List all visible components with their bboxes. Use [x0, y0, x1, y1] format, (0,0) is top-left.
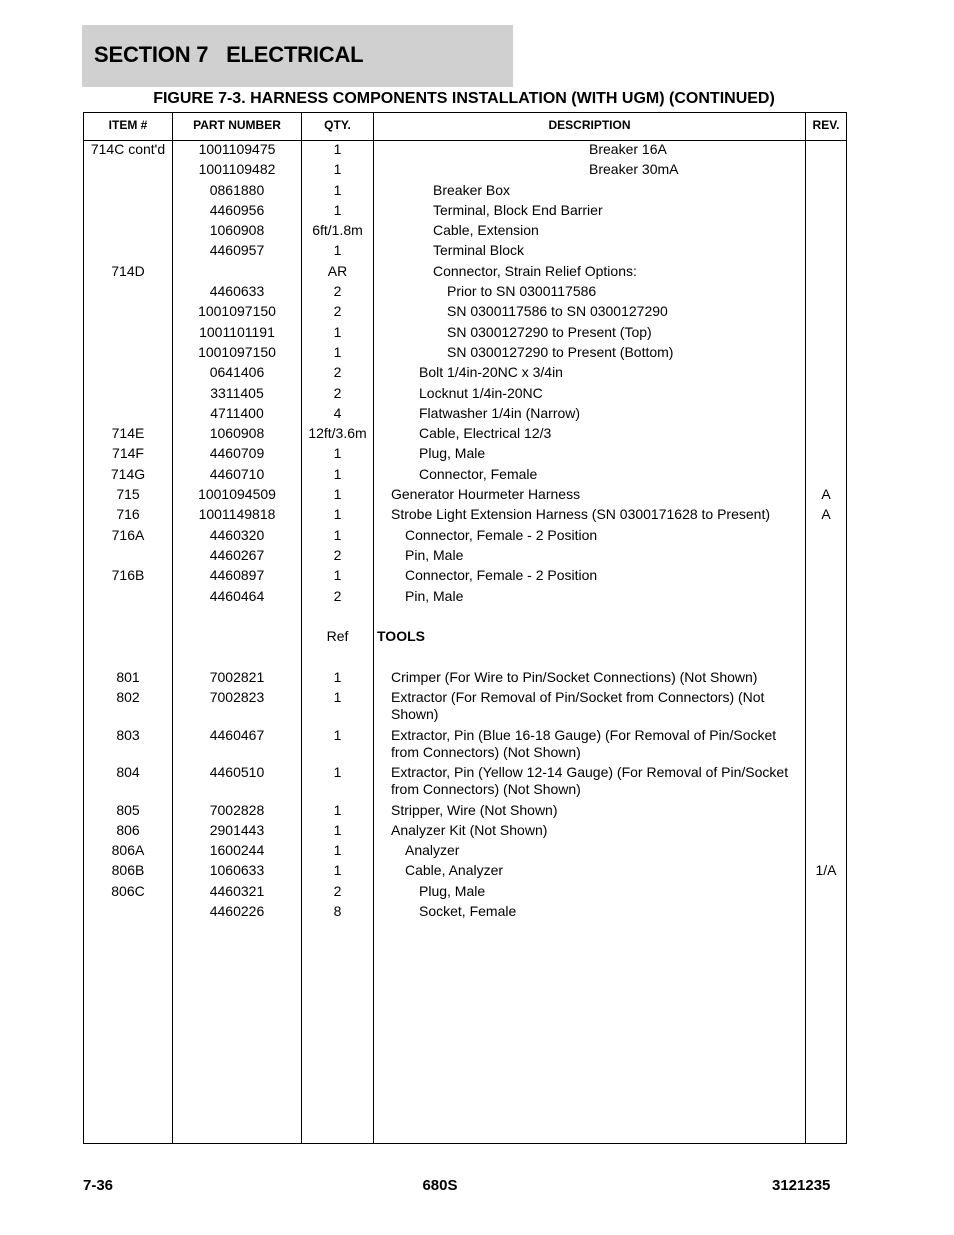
- row-part-number: 4460467: [209, 726, 265, 743]
- row-part-number: 4460320: [209, 526, 265, 543]
- row-description: Analyzer: [405, 842, 460, 859]
- row-description: Connector, Strain Relief Options:: [433, 262, 637, 279]
- row-description: Plug, Male: [419, 445, 486, 462]
- row-quantity: 1: [333, 801, 342, 818]
- row-description: Generator Hourmeter Harness: [391, 486, 581, 503]
- row-part-number: 4460710: [209, 465, 265, 482]
- row-description: Analyzer Kit (Not Shown): [391, 821, 548, 838]
- row-description: Extractor, Pin (Yellow 12-14 Gauge) (For Removal of Pin/Socket from Connectors) (Not Shown): [391, 764, 789, 798]
- column-header-item: ITEM #: [108, 118, 148, 132]
- row-item-number: 805: [116, 801, 140, 818]
- row-part-number: 1060908: [209, 222, 265, 239]
- table-row: [84, 648, 846, 668]
- row-item-number: 714F: [112, 445, 144, 462]
- row-item-number: 802: [116, 689, 140, 706]
- column-header-rev: REV.: [812, 118, 840, 132]
- row-description: Cable, Electrical 12/3: [419, 425, 552, 442]
- table-row: [84, 527, 846, 547]
- table-row: [84, 588, 846, 608]
- row-part-number: 1001097150: [198, 303, 276, 320]
- row-description: SN 0300117586 to SN 0300127290: [447, 303, 668, 320]
- row-part-number: 1001109482: [198, 161, 276, 178]
- row-quantity: 2: [333, 546, 342, 563]
- row-description: Breaker 30mA: [589, 161, 679, 178]
- row-part-number: 4460633: [209, 283, 265, 300]
- row-quantity: 1: [333, 486, 342, 503]
- row-quantity: 6ft/1.8m: [312, 222, 363, 239]
- table-row: [84, 344, 846, 364]
- row-part-number: 1001097150: [198, 343, 276, 360]
- row-description: Connector, Female - 2 Position: [405, 526, 598, 543]
- row-description: Stripper, Wire (Not Shown): [391, 801, 558, 818]
- document-number: 3121235: [772, 1177, 831, 1194]
- row-quantity: 1: [333, 181, 342, 198]
- table-row: [84, 466, 846, 486]
- row-item-number: 806: [116, 821, 140, 838]
- row-quantity: 1: [333, 842, 342, 859]
- row-quantity: 1: [333, 141, 342, 157]
- row-revision: A: [821, 486, 831, 503]
- row-quantity: 1: [333, 445, 342, 462]
- row-description: Connector, Female: [419, 465, 538, 482]
- row-description: TOOLS: [377, 628, 425, 645]
- row-revision: 1/A: [815, 862, 837, 879]
- row-item-number: 716A: [111, 526, 145, 543]
- row-part-number: 1600244: [209, 842, 265, 859]
- table-row: [84, 842, 846, 862]
- row-part-number: 1060633: [209, 862, 265, 879]
- row-part-number: 1001101191: [199, 323, 275, 340]
- row-description: SN 0300127290 to Present (Top): [447, 323, 652, 340]
- table-row: [84, 689, 846, 727]
- row-item-number: 716: [116, 506, 140, 523]
- row-item-number: 803: [116, 726, 140, 743]
- table-row: [84, 425, 846, 445]
- row-description: Crimper (For Wire to Pin/Socket Connections) (Not Shown): [391, 668, 758, 685]
- row-item-number: 801: [116, 668, 140, 685]
- row-quantity: 2: [333, 364, 342, 381]
- row-part-number: 1001094509: [198, 486, 276, 503]
- row-quantity: 1: [333, 506, 342, 523]
- row-quantity: 1: [333, 726, 342, 743]
- row-quantity: 2: [333, 384, 342, 401]
- row-quantity: 1: [333, 465, 342, 482]
- table-row: [84, 263, 846, 283]
- column-header-description: DESCRIPTION: [548, 118, 631, 132]
- model-name: 680S: [422, 1177, 458, 1194]
- table-row: [84, 202, 846, 222]
- row-item-number: 714D: [111, 262, 145, 279]
- row-description: Extractor (For Removal of Pin/Socket from Connectors) (Not Shown): [391, 689, 765, 723]
- row-description: Extractor, Pin (Blue 16-18 Gauge) (For Removal of Pin/Socket from Connectors) (Not Shown): [391, 726, 777, 760]
- row-item-number: 714C cont'd: [90, 141, 166, 157]
- row-quantity: 2: [333, 283, 342, 300]
- row-description: Plug, Male: [419, 882, 486, 899]
- table-row: [84, 862, 846, 882]
- column-header-part-number: PART NUMBER: [193, 118, 281, 132]
- row-quantity: AR: [327, 262, 348, 279]
- table-row: [84, 547, 846, 567]
- row-part-number: 2901443: [209, 821, 265, 838]
- row-description: Breaker 16A: [589, 141, 667, 157]
- row-quantity: 1: [333, 689, 342, 706]
- row-quantity: 4: [333, 404, 342, 421]
- table-row: [84, 669, 846, 689]
- table-row: [84, 364, 846, 384]
- row-quantity: 8: [333, 903, 342, 919]
- row-item-number: 714E: [111, 425, 145, 442]
- table-row: [84, 324, 846, 344]
- row-part-number: 4460956: [209, 201, 265, 218]
- row-description: Connector, Female - 2 Position: [405, 567, 598, 584]
- page-number: 7-36: [83, 1177, 114, 1194]
- row-part-number: 4460709: [209, 445, 265, 462]
- row-quantity: 1: [333, 323, 342, 340]
- row-part-number: 4711400: [210, 404, 264, 421]
- row-quantity: 1: [333, 668, 342, 685]
- table-row: [84, 822, 846, 842]
- table-row: [84, 242, 846, 262]
- table-row: [84, 445, 846, 465]
- row-part-number: 4460510: [209, 764, 265, 781]
- row-description: Cable, Extension: [433, 222, 539, 239]
- row-quantity: 1: [333, 242, 342, 259]
- table-row: [84, 283, 846, 303]
- row-description: Terminal Block: [433, 242, 525, 259]
- row-part-number: 4460464: [209, 587, 265, 604]
- row-part-number: 4460897: [209, 567, 265, 584]
- table-row: [84, 608, 846, 628]
- row-description: Terminal, Block End Barrier: [433, 201, 603, 218]
- figure-title: FIGURE 7-3. HARNESS COMPONENTS INSTALLATION (WITH UGM) (CONTINUED): [153, 90, 775, 107]
- row-part-number: 1001109475: [198, 141, 276, 157]
- row-description: Prior to SN 0300117586: [447, 283, 597, 300]
- table-row: [84, 506, 846, 526]
- row-description: Pin, Male: [405, 546, 464, 563]
- table-row: [84, 727, 846, 765]
- row-description: Strobe Light Extension Harness (SN 0300171628 to Present): [391, 506, 771, 523]
- row-part-number: 7002823: [209, 689, 265, 706]
- row-part-number: 1060908: [209, 425, 265, 442]
- table-row: [84, 222, 846, 242]
- row-description: Socket, Female: [419, 903, 517, 919]
- table-row: [84, 883, 846, 903]
- row-quantity: 1: [333, 201, 342, 218]
- table-row: [84, 486, 846, 506]
- table-row: [84, 182, 846, 202]
- row-quantity: Ref: [326, 628, 349, 645]
- row-part-number: 1001149818: [198, 506, 276, 523]
- row-part-number: 0641406: [209, 364, 265, 381]
- column-header-qty: QTY.: [324, 118, 351, 132]
- row-quantity: 1: [333, 821, 342, 838]
- row-description: SN 0300127290 to Present (Bottom): [447, 343, 674, 360]
- table-row: [84, 567, 846, 587]
- row-part-number: 7002828: [209, 801, 265, 818]
- row-quantity: 1: [333, 567, 342, 584]
- row-description: Cable, Analyzer: [405, 862, 504, 879]
- parts-table: [83, 112, 847, 1144]
- table-row: [84, 764, 846, 802]
- table-row: [84, 303, 846, 323]
- table-row: [84, 405, 846, 425]
- row-quantity: 1: [333, 764, 342, 781]
- row-quantity: 1: [333, 526, 342, 543]
- row-quantity: 1: [333, 161, 342, 178]
- table-row: [84, 802, 846, 822]
- row-quantity: 12ft/3.6m: [308, 425, 367, 442]
- table-row: [84, 903, 846, 923]
- row-item-number: 804: [116, 764, 140, 781]
- table-row: [84, 385, 846, 405]
- row-part-number: 4460267: [209, 546, 265, 563]
- row-item-number: 806B: [111, 862, 145, 879]
- table-body: [84, 141, 846, 923]
- table-row: [84, 141, 846, 161]
- row-description: Bolt 1/4in-20NC x 3/4in: [419, 364, 563, 381]
- row-description: Locknut 1/4in-20NC: [419, 384, 543, 401]
- row-quantity: 1: [333, 862, 342, 879]
- row-item-number: 806A: [111, 842, 145, 859]
- row-part-number: 0861880: [209, 181, 265, 198]
- row-revision: A: [821, 506, 831, 523]
- table-row: [84, 628, 846, 648]
- row-part-number: 4460957: [209, 242, 265, 259]
- row-part-number: 7002821: [209, 668, 265, 685]
- row-quantity: 2: [333, 303, 342, 320]
- table-row: [84, 161, 846, 181]
- row-quantity: 2: [333, 587, 342, 604]
- row-item-number: 714G: [110, 465, 146, 482]
- row-description: Breaker Box: [433, 181, 511, 198]
- row-part-number: 3311405: [210, 384, 264, 401]
- row-item-number: 716B: [111, 567, 145, 584]
- section-title: SECTION 7 ELECTRICAL: [94, 42, 364, 67]
- row-part-number: 4460226: [209, 903, 265, 919]
- row-part-number: 4460321: [209, 882, 265, 899]
- row-quantity: 1: [333, 343, 342, 360]
- row-description: Pin, Male: [405, 587, 464, 604]
- row-item-number: 715: [116, 486, 140, 503]
- row-quantity: 2: [333, 882, 342, 899]
- row-item-number: 806C: [111, 882, 145, 899]
- row-description: Flatwasher 1/4in (Narrow): [419, 404, 581, 421]
